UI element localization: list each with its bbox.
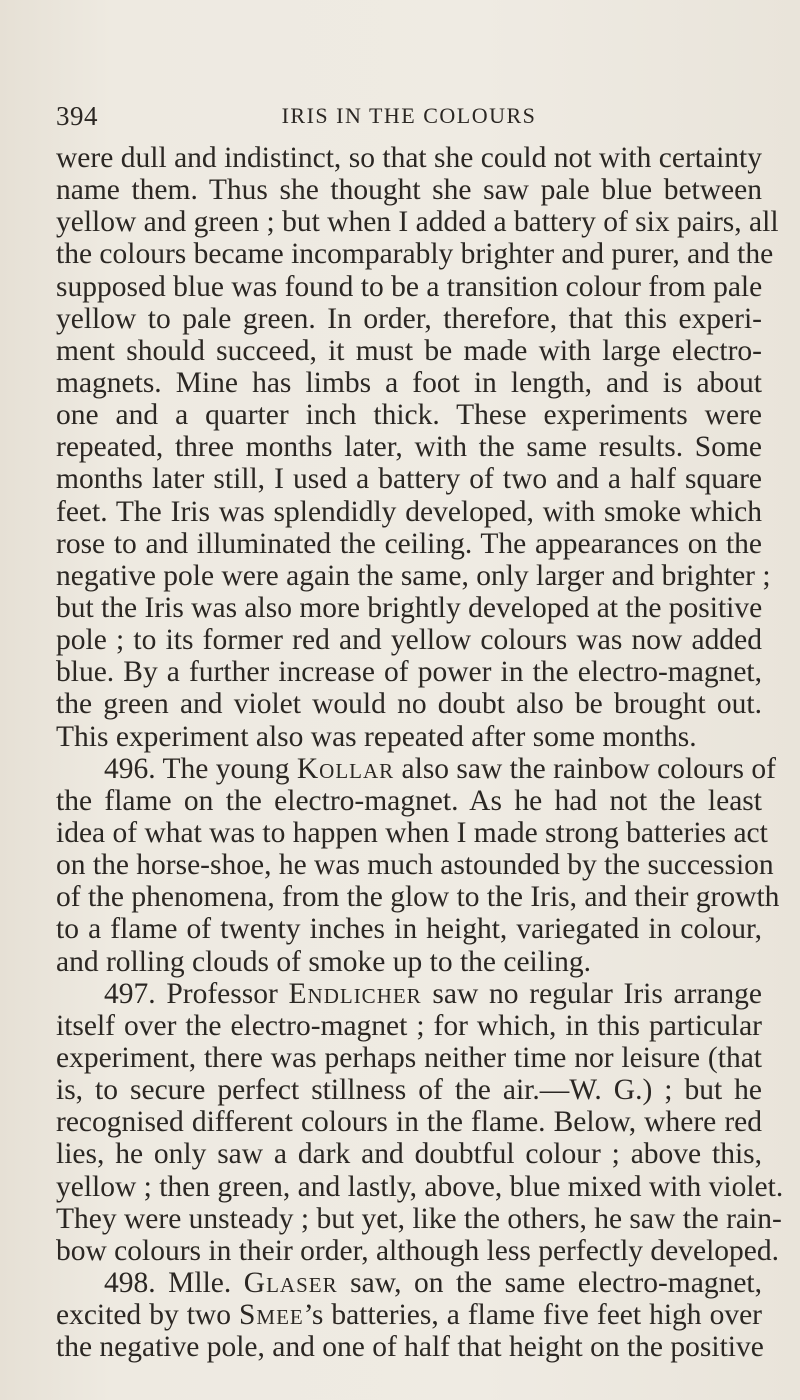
paragraph-496-first-line [56,752,776,785]
text-line: to a flame of twenty inches in height, variegated in colour, [56,913,762,946]
page-number: 394 [56,101,98,131]
text-line: were dull and indistinct, so that she could not with certainty [56,142,762,174]
text-line: rose to and illuminated the ceiling. The appearances on the [56,527,762,560]
text-line: recognised different colours in the flame. Below, where red [56,1106,762,1139]
text-line: months later still, I used a battery of two and a half square [56,463,762,496]
text-line: but the Iris was also more brightly developed at the positive [56,591,763,624]
text-line: yellow to pale green. In order, therefore, that this experi- [56,302,762,335]
text-line: bow colours in their order, although less perfectly developed. [56,1234,779,1267]
text-line: lies, he only saw a dark and doubtful colour ; above this, [56,1138,762,1171]
text-line: on the horse-shoe, he was much astounded by the succession [56,849,774,882]
text-line: the green and violet would no doubt also be brought out. [56,688,762,721]
text-line: idea of what was to happen when I made strong batteries act [56,816,768,849]
text-line: of the phenomena, from the glow to the Iris, and their growth [56,881,780,914]
body-text [56,142,784,1364]
text-line: This experiment also was repeated after some months. [56,720,697,753]
text-line: repeated, three months later, with the same results. Some [56,431,762,464]
text-fragment: saw no regular Iris arrange [421,977,762,1010]
text-fragment: 496. The young [104,752,297,785]
text-fragment: excited by two [56,1299,239,1332]
text-line: negative pole were again the same, only larger and brighter ; [56,559,771,592]
text-line: is, to secure perfect stillness of the air.—W. G.) ; but he [56,1074,762,1107]
text-line [56,1299,762,1331]
text-line: yellow and green ; but when I added a battery of six pairs, all [56,206,779,239]
text-line: itself over the electro-magnet ; for which, in this particular [56,1009,762,1042]
person-name-kollar: Kollar [296,752,395,785]
text-line: They were unsteady ; but yet, like the others, he saw the rain- [56,1202,782,1235]
text-line: blue. By a further increase of power in the electro-magnet, [56,656,762,689]
running-title: IRIS IN THE COLOURS [281,103,537,128]
text-line: pole ; to its former red and yellow colours was now added [56,624,762,657]
person-name-glaser: Glaser [243,1266,338,1299]
text-fragment: 497. Professor [104,977,289,1010]
text-fragment: saw, on the same electro-magnet, [337,1266,763,1299]
text-line: the colours became incomparably brighter and purer, and the [56,238,774,271]
text-line: magnets. Mine has limbs a foot in length, and is about [56,366,762,399]
text-line: supposed blue was found to be a transition colour from pale [56,270,763,303]
text-fragment: also saw the rainbow colours of [394,752,776,785]
paragraph-497-first-line [56,978,762,1010]
paragraph-498-first-line [56,1267,762,1299]
text-line: one and a quarter inch thick. These experiments were [56,399,762,432]
text-line: and rolling clouds of smoke up to the ceiling. [56,945,592,978]
text-line: the negative pole, and one of half that height on the positive [56,1331,764,1364]
text-fragment: ’s batteries, a flame five feet high over [303,1299,762,1332]
text-fragment: 498. Mlle. [104,1266,244,1299]
text-line: the flame on the electro-magnet. As he had not the least [56,784,762,817]
text-line: feet. The Iris was splendidly developed, with smoke which [56,495,762,528]
person-name-endlicher: Endlicher [288,977,422,1010]
running-head [56,101,762,131]
text-line: experiment, there was perhaps neither time nor leisure (that [56,1041,762,1074]
person-name-smee: Smee [238,1299,304,1332]
text-line: yellow ; then green, and lastly, above, blue mixed with violet. [56,1170,784,1203]
text-line: ment should succeed, it must be made with large electro- [56,334,762,367]
text-line: name them. Thus she thought she saw pale blue between [56,174,762,207]
